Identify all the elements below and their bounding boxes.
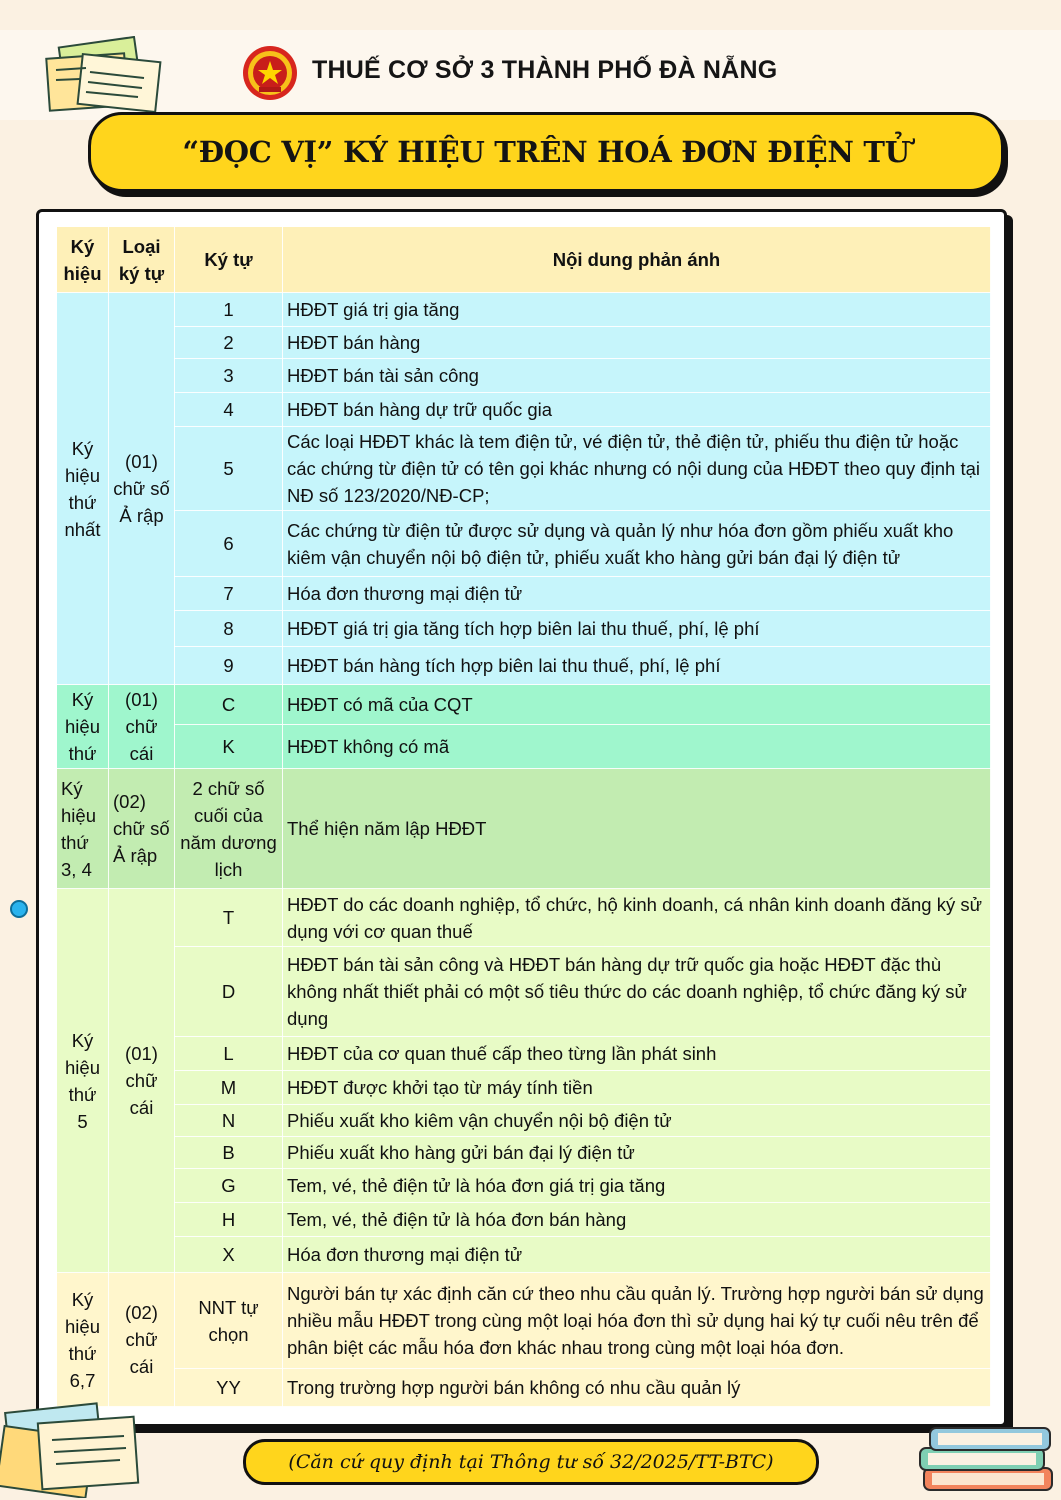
table-row xyxy=(57,293,991,327)
symbol-cell: Ký hiệu thứ 6,7 xyxy=(57,1273,109,1407)
table-row xyxy=(57,647,991,685)
vietnam-tax-emblem-icon xyxy=(242,45,298,101)
desc-cell: Các loại HĐĐT khác là tem điện tử, vé điện tử, thẻ điện tử, phiếu thu điện tử hoặc các chứng từ điện tử có tên gọi khác nhưng có nội dung của HĐĐT theo quy định tại NĐ số 123/2020/NĐ-CP; xyxy=(283,427,991,511)
footer-note-pill xyxy=(243,1439,819,1485)
char-cell: 7 xyxy=(175,577,283,611)
desc-cell: Phiếu xuất kho hàng gửi bán đại lý điện tử xyxy=(283,1137,991,1169)
symbol-cell: Ký hiệu thứ 5 xyxy=(57,889,109,1273)
table-row xyxy=(57,393,991,427)
header-char-type: Loại ký tự xyxy=(109,227,175,293)
desc-cell: Tem, vé, thẻ điện tử là hóa đơn giá trị gia tăng xyxy=(283,1169,991,1203)
side-dot xyxy=(10,900,28,918)
desc-cell: HĐĐT được khởi tạo từ máy tính tiền xyxy=(283,1071,991,1105)
table-row xyxy=(57,725,991,769)
invoice-symbol-table xyxy=(56,226,991,1407)
table-row xyxy=(57,359,991,393)
desc-cell: HĐĐT không có mã xyxy=(283,725,991,769)
char-cell: 1 xyxy=(175,293,283,327)
char-cell: H xyxy=(175,1203,283,1237)
title-banner xyxy=(88,112,1004,192)
desc-cell: Người bán tự xác định căn cứ theo nhu cầu quản lý. Trường hợp người bán sử dụng nhiều mẫu HĐĐT trong cùng một loại hóa đơn thì sử dụng hai ký tự cuối nêu trên để phân biệt các mẫu hóa đơn khác nhau trong cùng một loại hóa đơn. xyxy=(283,1273,991,1369)
desc-cell: HĐĐT có mã của CQT xyxy=(283,685,991,725)
table-header-row xyxy=(57,227,991,293)
char-cell: 2 xyxy=(175,327,283,359)
char-cell: 4 xyxy=(175,393,283,427)
char-cell: X xyxy=(175,1237,283,1273)
char-cell: 9 xyxy=(175,647,283,685)
desc-cell: Hóa đơn thương mại điện tử xyxy=(283,577,991,611)
table-row xyxy=(57,427,991,511)
table-row xyxy=(57,1071,991,1105)
char-cell: NNT tự chọn xyxy=(175,1273,283,1369)
table-row xyxy=(57,889,991,947)
char-type-cell: (02) chữ số Ả rập xyxy=(109,769,175,889)
table-row xyxy=(57,611,991,647)
char-type-cell: (01) chữ số Ả rập xyxy=(109,293,175,685)
table-row xyxy=(57,1137,991,1169)
desc-cell: HĐĐT bán hàng xyxy=(283,327,991,359)
table-row xyxy=(57,1169,991,1203)
table-row xyxy=(57,1273,991,1369)
char-cell: B xyxy=(175,1137,283,1169)
char-cell: K xyxy=(175,725,283,769)
char-cell: 2 chữ số cuối của năm dương lịch xyxy=(175,769,283,889)
desc-cell: Thể hiện năm lập HĐĐT xyxy=(283,769,991,889)
footer-note: (Căn cứ quy định tại Thông tư số 32/2025/TT-BTC) xyxy=(288,1451,774,1473)
table-row xyxy=(57,769,991,889)
table-row xyxy=(57,511,991,577)
desc-cell: Các chứng từ điện tử được sử dụng và quản lý như hóa đơn gồm phiếu xuất kho kiêm vận chuyển nội bộ điện tử, phiếu xuất kho hàng gửi bán đại lý điện tử xyxy=(283,511,991,577)
char-cell: M xyxy=(175,1071,283,1105)
table-row xyxy=(57,1203,991,1237)
table-row xyxy=(57,577,991,611)
desc-cell: HĐĐT giá trị gia tăng xyxy=(283,293,991,327)
table-row xyxy=(57,327,991,359)
desc-cell: HĐĐT bán hàng dự trữ quốc gia xyxy=(283,393,991,427)
char-cell: D xyxy=(175,947,283,1037)
table-row xyxy=(57,1237,991,1273)
desc-cell: Trong trường hợp người bán không có nhu cầu quản lý xyxy=(283,1369,991,1407)
header-char: Ký tự xyxy=(175,227,283,293)
char-type-cell: (01) chữ cái xyxy=(109,889,175,1273)
char-type-cell: (02) chữ cái xyxy=(109,1273,175,1407)
book-stack-icon xyxy=(912,1422,1060,1500)
char-cell: G xyxy=(175,1169,283,1203)
header-symbol: Ký hiệu xyxy=(57,227,109,293)
desc-cell: HĐĐT bán tài sản công xyxy=(283,359,991,393)
desc-cell: HĐĐT của cơ quan thuế cấp theo từng lần phát sinh xyxy=(283,1037,991,1071)
desc-cell: HĐĐT do các doanh nghiệp, tổ chức, hộ kinh doanh, cá nhân kinh doanh đăng ký sử dụng với cơ quan thuế xyxy=(283,889,991,947)
table-row xyxy=(57,1369,991,1407)
char-cell: 3 xyxy=(175,359,283,393)
desc-cell: HĐĐT giá trị gia tăng tích hợp biên lai thu thuế, phí, lệ phí xyxy=(283,611,991,647)
char-type-cell: (01) chữ cái xyxy=(109,685,175,769)
desc-cell: HĐĐT bán tài sản công và HĐĐT bán hàng dự trữ quốc gia hoặc HĐĐT đặc thù không nhất thiết phải có một số tiêu thức do các doanh nghiệp, tổ chức đăng ký sử dụng xyxy=(283,947,991,1037)
header-content: Nội dung phản ánh xyxy=(283,227,991,293)
desc-cell: Phiếu xuất kho kiêm vận chuyển nội bộ điện tử xyxy=(283,1105,991,1137)
table-row xyxy=(57,1037,991,1071)
table-row xyxy=(57,1105,991,1137)
table-row xyxy=(57,685,991,725)
char-cell: T xyxy=(175,889,283,947)
char-cell: C xyxy=(175,685,283,725)
char-cell: 8 xyxy=(175,611,283,647)
char-cell: 6 xyxy=(175,511,283,577)
org-name: THUẾ CƠ SỞ 3 THÀNH PHỐ ĐÀ NẴNG xyxy=(312,56,778,84)
page-title: “ĐỌC VỊ” KÝ HIỆU TRÊN HOÁ ĐƠN ĐIỆN TỬ xyxy=(182,135,910,169)
paper-stack-icon xyxy=(40,36,165,116)
desc-cell: HĐĐT bán hàng tích hợp biên lai thu thuế, phí, lệ phí xyxy=(283,647,991,685)
char-cell: N xyxy=(175,1105,283,1137)
char-cell: L xyxy=(175,1037,283,1071)
symbol-cell: Ký hiệu thứ 3, 4 xyxy=(57,769,109,889)
char-cell: YY xyxy=(175,1369,283,1407)
table-row xyxy=(57,947,991,1037)
symbol-cell: Ký hiệu thứ xyxy=(57,685,109,769)
symbol-cell: Ký hiệu thứ nhất xyxy=(57,293,109,685)
char-cell: 5 xyxy=(175,427,283,511)
paper-stack-icon xyxy=(0,1398,150,1498)
desc-cell: Hóa đơn thương mại điện tử xyxy=(283,1237,991,1273)
desc-cell: Tem, vé, thẻ điện tử là hóa đơn bán hàng xyxy=(283,1203,991,1237)
